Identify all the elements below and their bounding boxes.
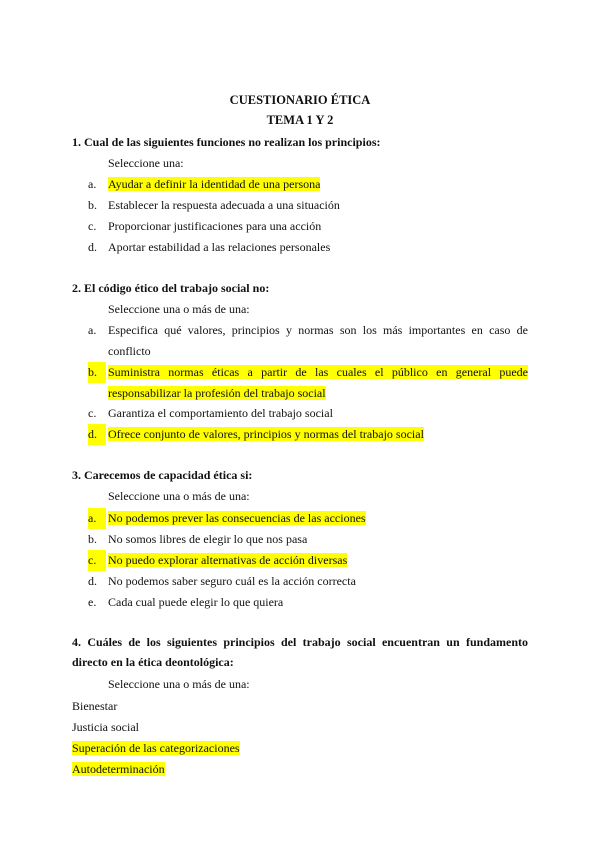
question-2-option-a bbox=[88, 320, 528, 362]
question-4: 4. Cuáles de los siguientes principios del trabajo social encuentran un fundamento directo en la ética deontológica: bbox=[72, 635, 528, 669]
option-text: Aportar estabilidad a las relaciones personales bbox=[108, 240, 331, 254]
question-1: 1. Cual de las siguientes funciones no realizan los principios: bbox=[72, 135, 381, 149]
question-3-option-e bbox=[88, 592, 528, 613]
question-1-option-d bbox=[88, 237, 528, 258]
document-title: CUESTIONARIO ÉTICA bbox=[229, 93, 371, 107]
option-text: Suministra normas éticas a partir de las cuales el público en general puede responsabilizar la profesión del trabajo social bbox=[108, 365, 528, 400]
question-3-prompt: Seleccione una o más de una: bbox=[108, 489, 250, 503]
option-text: Cada cual puede elegir lo que quiera bbox=[108, 595, 284, 609]
option-letter: b. bbox=[88, 532, 97, 546]
question-2: 2. El código ético del trabajo social no: bbox=[72, 281, 270, 295]
option-text: No puedo explorar alternativas de acción diversas bbox=[108, 553, 348, 567]
question-3-option-d bbox=[88, 571, 528, 592]
option-text: No somos libres de elegir lo que nos pasa bbox=[108, 532, 308, 546]
option-letter: a. bbox=[88, 508, 106, 529]
option-text: Garantiza el comportamiento del trabajo social bbox=[108, 406, 333, 420]
document-subtitle: TEMA 1 Y 2 bbox=[266, 113, 334, 127]
option-letter: e. bbox=[88, 595, 97, 609]
option-letter: a. bbox=[88, 177, 97, 191]
question-3-option-c bbox=[88, 550, 528, 571]
question-1-option-b bbox=[88, 195, 528, 216]
option-text: Ayudar a definir la identidad de una persona bbox=[108, 177, 321, 191]
option-letter: d. bbox=[88, 424, 106, 445]
question-1-option-c bbox=[88, 216, 528, 237]
option-text: No podemos saber seguro cuál es la acción correcta bbox=[108, 574, 356, 588]
option-letter: c. bbox=[88, 219, 97, 233]
question-1-option-a bbox=[88, 174, 528, 195]
question-4-option-3: Superación de las categorizaciones bbox=[72, 741, 240, 755]
option-letter: b. bbox=[88, 362, 106, 383]
question-1-prompt: Seleccione una: bbox=[108, 156, 184, 170]
option-letter: d. bbox=[88, 240, 97, 254]
option-text: No podemos prever las consecuencias de las acciones bbox=[108, 511, 366, 525]
question-2-option-b bbox=[88, 362, 528, 404]
question-4-option-4-wrap bbox=[72, 759, 165, 779]
question-4-option-3-wrap bbox=[72, 738, 240, 758]
question-2-option-d bbox=[88, 424, 528, 445]
option-letter: d. bbox=[88, 574, 97, 588]
question-3-option-b bbox=[88, 529, 528, 550]
question-3: 3. Carecemos de capacidad ética si: bbox=[72, 468, 253, 482]
question-4-option-1: Bienestar bbox=[72, 699, 118, 713]
question-4-option-4: Autodeterminación bbox=[72, 762, 165, 776]
question-4-option-2: Justicia social bbox=[72, 720, 139, 734]
question-2-prompt: Seleccione una o más de una: bbox=[108, 302, 250, 316]
option-letter: a. bbox=[88, 323, 97, 337]
option-text: Establecer la respuesta adecuada a una situación bbox=[108, 198, 340, 212]
question-2-option-c bbox=[88, 403, 528, 424]
option-letter: c. bbox=[88, 550, 106, 571]
option-text: Proporcionar justificaciones para una acción bbox=[108, 219, 322, 233]
option-letter: c. bbox=[88, 406, 97, 420]
option-text: Ofrece conjunto de valores, principios y normas del trabajo social bbox=[108, 427, 424, 441]
question-3-option-a bbox=[88, 508, 528, 529]
question-4-prompt: Seleccione una o más de una: bbox=[108, 677, 250, 691]
option-text: Especifica qué valores, principios y normas son los más importantes en caso de conflicto bbox=[108, 323, 528, 358]
option-letter: b. bbox=[88, 198, 97, 212]
